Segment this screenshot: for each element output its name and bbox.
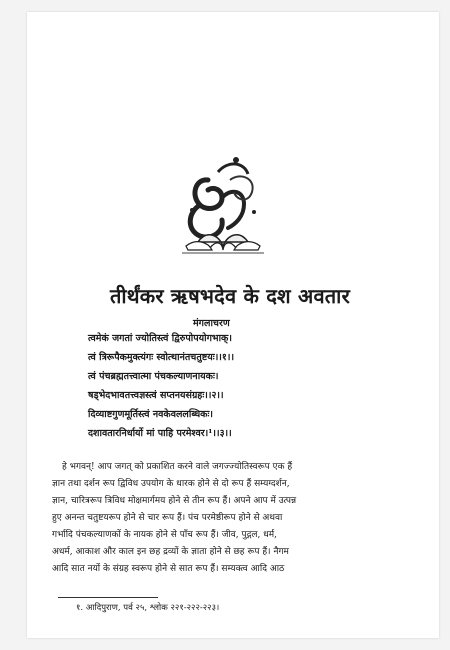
verse-line: दिव्याष्टगुणमूर्तिस्त्वं नवकेवललब्धिकः। bbox=[88, 409, 213, 420]
paragraph-line: हुए अनन्त चतुष्टयरूप होने से चार रूप हैं। पंच परमेष्ठीरूप होने से अथवा bbox=[52, 513, 283, 523]
verse-line: त्वमेकं जगतां ज्योतिस्त्वं द्विरुपोपयोगभाक्। bbox=[88, 333, 232, 344]
paragraph-line: गर्भादि पंचकल्याणकों के नायक होने से पाँच रूप हैं। जीव, पुद्गल, धर्म, bbox=[52, 530, 277, 540]
chapter-title: तीर्थंकर ऋषभदेव के दश अवतार bbox=[110, 284, 350, 308]
om-lotus-emblem-icon bbox=[178, 150, 268, 262]
paragraph-line: अधर्म, आकाश और काल इन छह द्रव्यों के ज्ञाता होने से छह रूप हैं। नैगम bbox=[52, 547, 289, 557]
paragraph-line: ज्ञान तथा दर्शन रूप द्विविध उपयोग के धारक होने से दो रूप हैं सम्यग्दर्शन, bbox=[52, 479, 290, 489]
footnote: १. आदिपुराण, पर्व २५, श्लोक २२१-२२२-२२३। bbox=[76, 603, 220, 613]
footnote-divider bbox=[58, 597, 158, 598]
verse-line: त्वं पंचब्रह्मतत्त्वात्मा पंचकल्याणनायकः। bbox=[88, 371, 219, 382]
section-subtitle: मंगलाचरण bbox=[193, 318, 230, 329]
paragraph-line: हे भगवन्! आप जगत् को प्रकाशित करने वाले जगज्ज्योतिस्वरूप एक हैं bbox=[62, 462, 293, 472]
paragraph-line: ज्ञान, चारित्ररूप त्रिविध मोक्षमार्गमय होने से तीन रूप हैं। अपने आप में उत्पन्न bbox=[52, 496, 297, 506]
paragraph-line: आदि सात नयों के संग्रह स्वरूप होने से सात रूप हैं। सम्यक्त्व आदि आठ bbox=[52, 564, 285, 574]
verse-line: षड्भेदभावतत्त्वज्ञस्त्वं सप्तनयसंग्रहः।।२।। bbox=[88, 390, 224, 401]
verse-line: त्वं त्रिरूपैकमुक्त्यंगः स्वोत्थानंतचतुष्टयः।।१।। bbox=[88, 352, 235, 363]
verse-block bbox=[88, 329, 388, 443]
verse-line: दशावतारनिर्धार्यो मां पाहि परमेश्वर।¹।।३।। bbox=[88, 428, 232, 439]
body-paragraph bbox=[52, 459, 402, 578]
